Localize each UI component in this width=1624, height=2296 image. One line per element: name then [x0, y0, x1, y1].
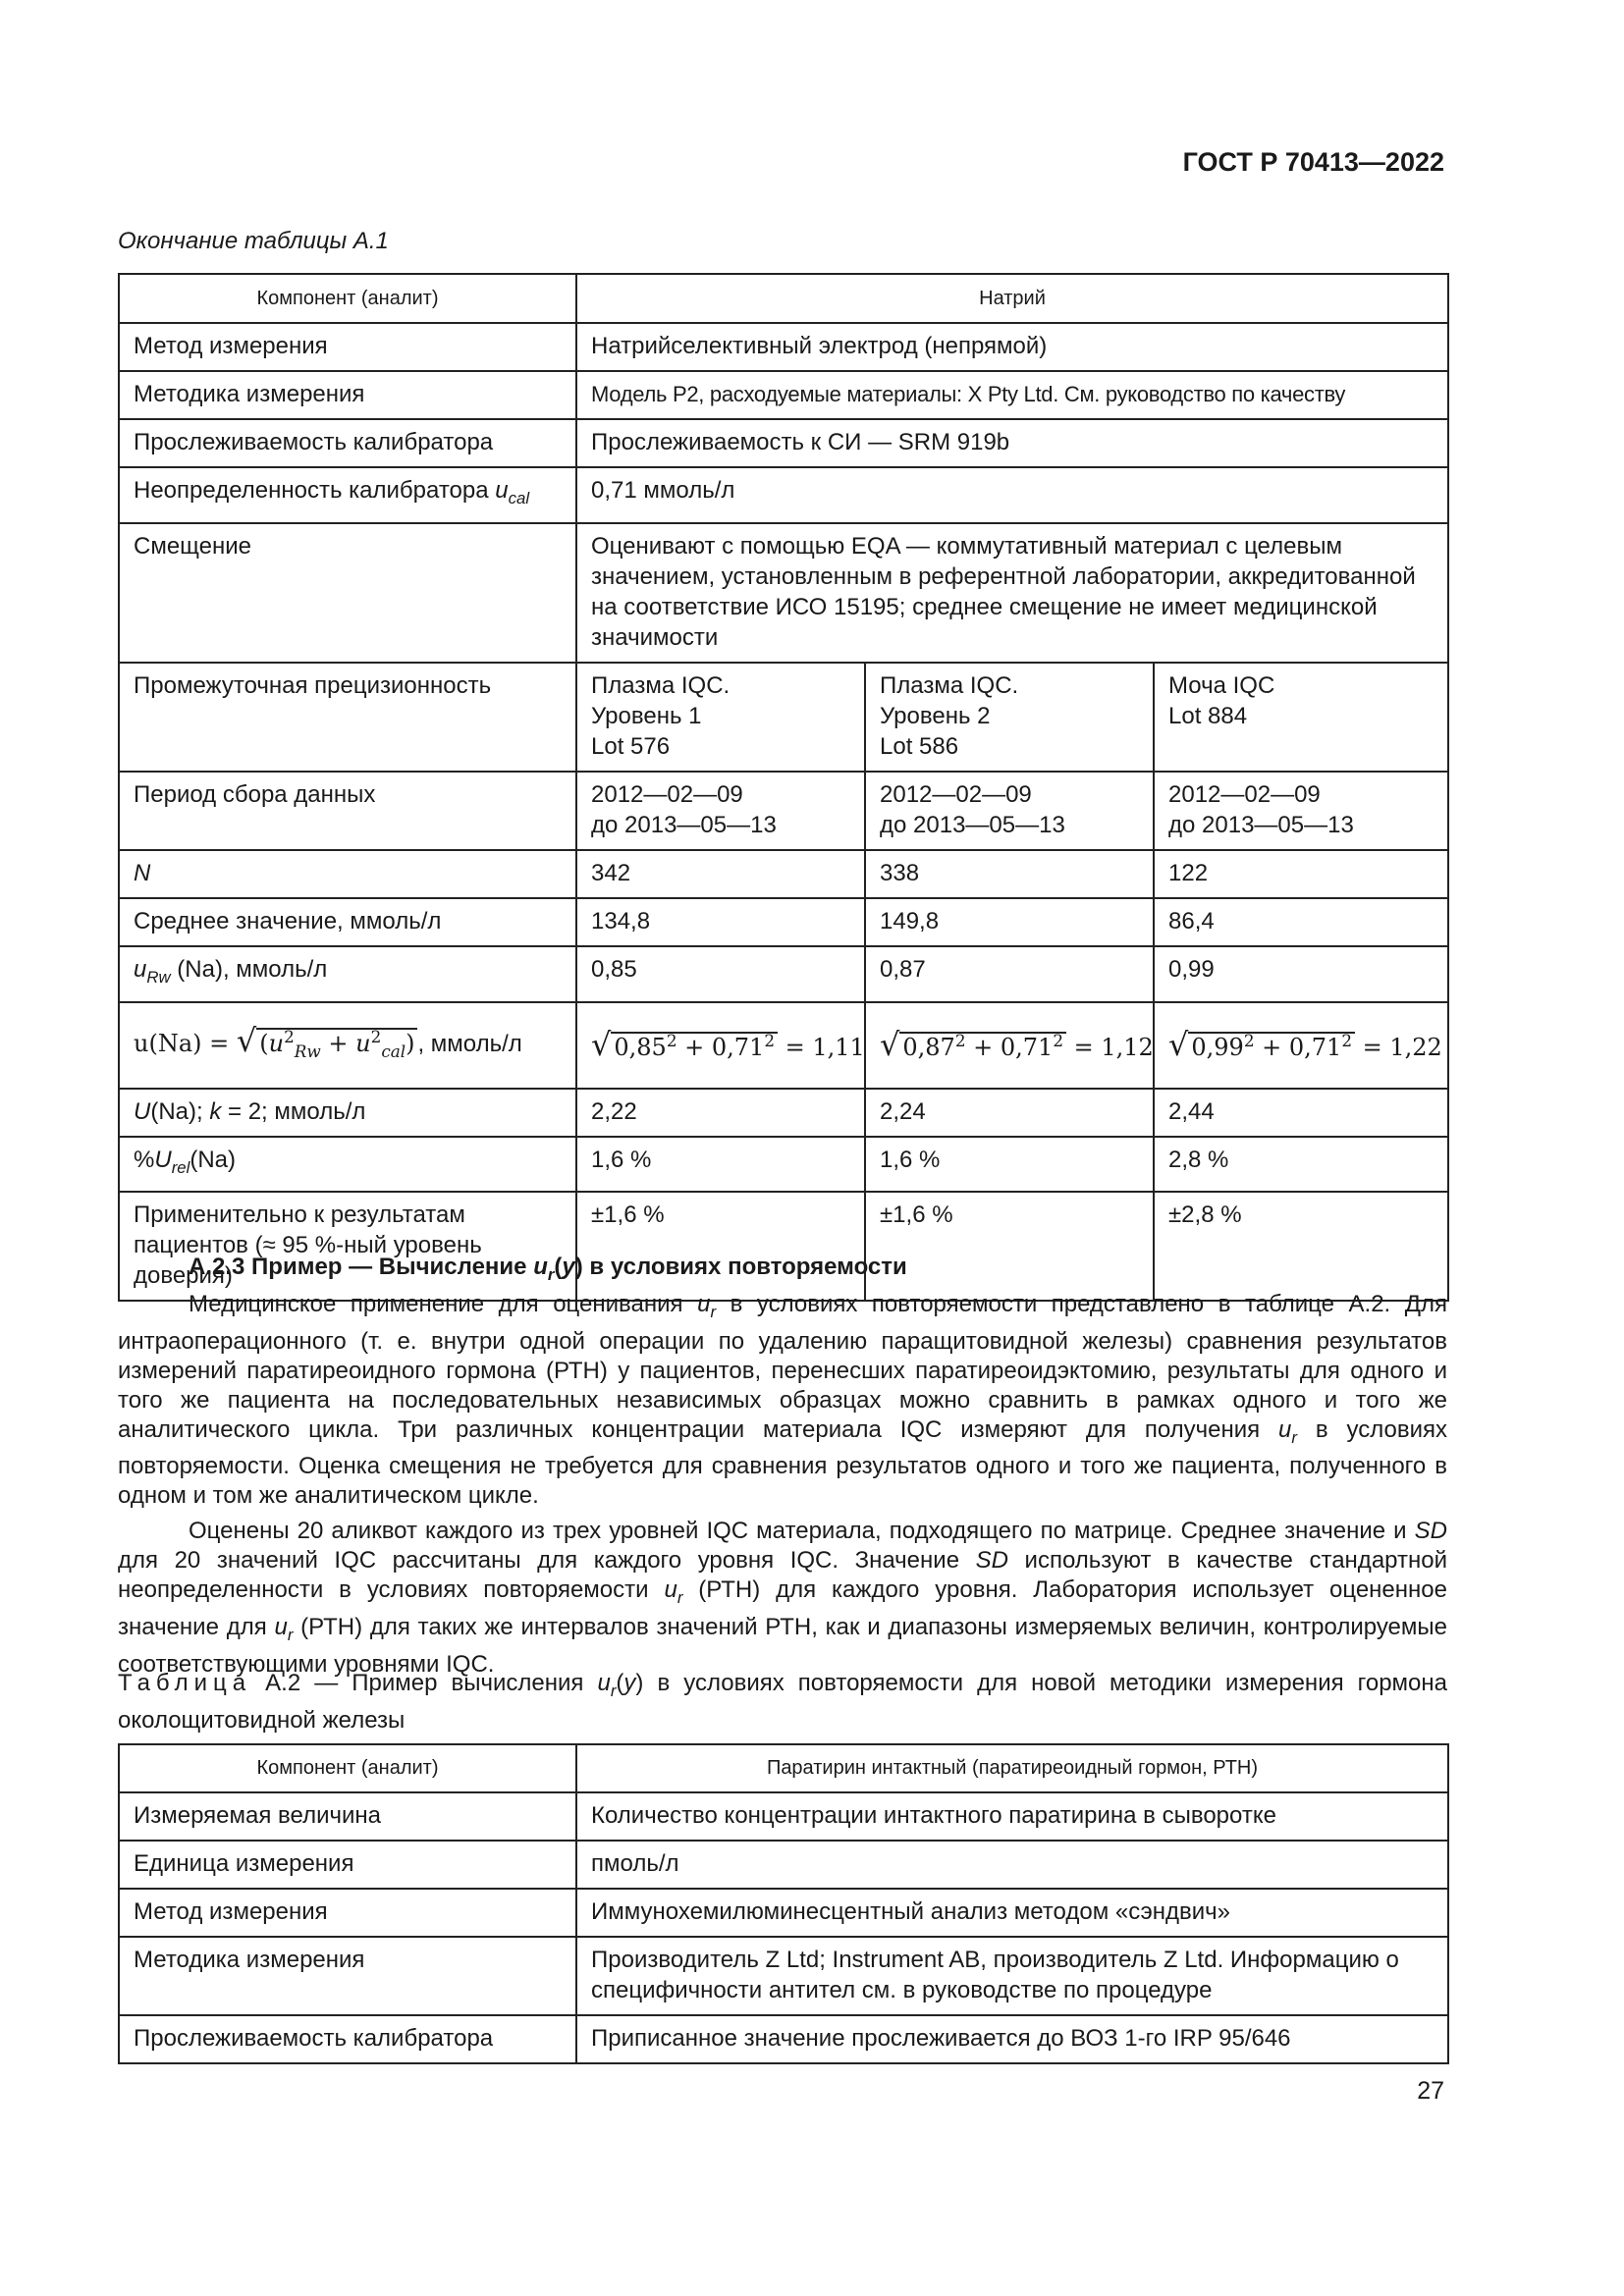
table-row — [119, 1089, 1448, 1137]
table-row — [119, 1792, 1448, 1841]
row-value: Моча IQC Lot 884 — [1154, 663, 1448, 772]
row-value: Плазма IQC. Уровень 1 Lot 576 — [576, 663, 865, 772]
header-analyte: Паратирин интактный (паратиреоидный гормон, РТН) — [576, 1744, 1448, 1792]
row-value: Производитель Z Ltd; Instrument AB, производитель Z Ltd. Информацию о специфичности антител см. в руководстве по процедуре — [576, 1937, 1448, 2015]
row-value: Прослеживаемость к СИ — SRM 919b — [576, 419, 1448, 467]
row-value: ±1,6 % — [865, 1192, 1154, 1301]
row-label: Прослеживаемость калибратора — [119, 2015, 576, 2063]
row-value: 2012—02—09 до 2013—05—13 — [1154, 772, 1448, 850]
page-number: 27 — [1417, 2077, 1444, 2105]
header-analyte: Натрий — [576, 274, 1448, 323]
row-label: Смещение — [119, 523, 576, 663]
row-label: $u_{Rw}$ (Na), ммоль/л — [119, 946, 576, 1002]
row-value: Плазма IQC. Уровень 2 Lot 586 — [865, 663, 1154, 772]
document-standard-header: ГОСТ Р 70413—2022 — [1182, 147, 1444, 177]
table-row — [119, 467, 1448, 523]
table-row — [119, 1841, 1448, 1889]
header-component: Компонент (аналит) — [119, 274, 576, 323]
row-value: 0,71 ммоль/л — [576, 467, 1448, 523]
row-value: Оценивают с помощью EQA — коммутативный материал с целевым значением, установленным в референтной лаборатории, аккредитованной на соответствие ИСО 15195; среднее смещение не имеет медицинской значимости — [576, 523, 1448, 663]
row-value: 134,8 — [576, 898, 865, 946]
row-label: Промежуточная прецизионность — [119, 663, 576, 772]
paragraph-2: Оценены 20 аликвот каждого из трех уровней IQC материала, подходящего по матрице. Среднее значение и SD для 20 значений IQC рассчитаны для каждого уровня IQC. Значение SD используют в качестве стандартной неопределенности в условиях повторяемости $u_r$ (РТН) для каждого уровня. Лаборатория использует оцененное значение для $u_r$ (РТН) для таких же интервалов значений РТН, как и диапазоны измеряемых величин, контролируемые соответствующими уровнями IQC. — [118, 1518, 1448, 1678]
table2-caption: Таблица А.2 — Пример вычисления $u_r(y)$ в условиях повторяемости для новой методики измерения гормона околощитовидной железы — [118, 1670, 1448, 1734]
section-a23 — [118, 1253, 1447, 1680]
row-value: ±2,8 % — [1154, 1192, 1448, 1301]
row-value: Приписанное значение прослеживается до ВОЗ 1-го IRP 95/646 — [576, 2015, 1448, 2063]
row-value: Иммунохемилюминесцентный анализ методом «сэндвич» — [576, 1889, 1448, 1937]
u-formula-value: √ $0,87^2 + 0,71^2 = 1,12$ — [865, 1002, 1154, 1089]
paragraph-1: Медицинское применение для оценивания $u_r$ в условиях повторяемости представлено в таблице А.2. Для интраоперационного (т. е. внутри одной операции по удалению паращитовидной железы) сравнения результатов измерений паратиреоидного гормона (РТН) у пациентов, перенесших паратиреоидэктомию, результаты для одного и того же пациента на последовательных независимых образцах можно сравнить в рамках одного и того же аналитического цикла. Три различных концентрации материала IQC измеряют для получения $u_r$ в условиях повторяемости. Оценка смещения не требуется для сравнения результатов одного и того же пациента, полученного в одном и том же аналитическом цикле. — [118, 1290, 1448, 1510]
row-label: Методика измерения — [119, 1937, 576, 2015]
row-value: 149,8 — [865, 898, 1154, 946]
row-value: 2012—02—09 до 2013—05—13 — [865, 772, 1154, 850]
row-label: Методика измерения — [119, 371, 576, 419]
row-label: N — [119, 850, 576, 898]
row-value: Модель P2, расходуемые материалы: X Pty Ltd. См. руководство по качеству — [576, 371, 1448, 419]
row-value: ±1,6 % — [576, 1192, 865, 1301]
u-formula-value: √ $0,99^2 + 0,71^2 = 1,22$ — [1154, 1002, 1448, 1089]
table-row — [119, 419, 1448, 467]
table1-caption: Окончание таблицы А.1 — [118, 228, 389, 254]
table-row — [119, 946, 1448, 1002]
table-row — [119, 772, 1448, 850]
row-value: 2,22 — [576, 1089, 865, 1137]
row-label: Измеряемая величина — [119, 1792, 576, 1841]
row-value: 2,24 — [865, 1089, 1154, 1137]
u-formula-label: u(Na) = √ $(u^2_{Rw} + u^2_{cal})$ , ммоль/л — [119, 1002, 576, 1089]
row-label: Метод измерения — [119, 1889, 576, 1937]
row-label: Единица измерения — [119, 1841, 576, 1889]
table-header-row — [119, 1744, 1448, 1792]
row-label: U(Na); k = 2; ммоль/л — [119, 1089, 576, 1137]
table-row — [119, 898, 1448, 946]
row-label: Прослеживаемость калибратора — [119, 419, 576, 467]
table-row — [119, 323, 1448, 371]
row-label: Применительно к результатам пациентов (≈ 95 %-ный уровень доверия) — [119, 1192, 576, 1301]
table-row — [119, 523, 1448, 663]
row-value: 0,87 — [865, 946, 1154, 1002]
row-label: Среднее значение, ммоль/л — [119, 898, 576, 946]
u-formula-value: √ $0,85^2 + 0,71^2 = 1,11$ — [576, 1002, 865, 1089]
row-value: 338 — [865, 850, 1154, 898]
row-value: 0,99 — [1154, 946, 1448, 1002]
row-label: Метод измерения — [119, 323, 576, 371]
row-label: Неопределенность калибратора $u_{cal}$ — [119, 467, 576, 523]
row-value: 86,4 — [1154, 898, 1448, 946]
row-label: $\%U_{rel}(Na)$ — [119, 1137, 576, 1193]
table-row — [119, 1002, 1448, 1089]
row-value: 2012—02—09 до 2013—05—13 — [576, 772, 865, 850]
row-value: пмоль/л — [576, 1841, 1448, 1889]
row-value: 0,85 — [576, 946, 865, 1002]
table-row — [119, 850, 1448, 898]
table-a1-continuation — [118, 273, 1449, 1302]
row-value: 342 — [576, 850, 865, 898]
header-component: Компонент (аналит) — [119, 1744, 576, 1792]
row-value: 1,6 % — [865, 1137, 1154, 1193]
combined-uncertainty-formula: u(Na) = √ $(u^2_{Rw} + u^2_{cal})$ — [134, 1030, 417, 1057]
row-label: Период сбора данных — [119, 772, 576, 850]
row-value: Натрийселективный электрод (непрямой) — [576, 323, 1448, 371]
table-row — [119, 371, 1448, 419]
row-value: 2,8 % — [1154, 1137, 1448, 1193]
row-value: 122 — [1154, 850, 1448, 898]
table-row — [119, 1937, 1448, 2015]
row-value: Количество концентрации интактного паратирина в сыворотке — [576, 1792, 1448, 1841]
row-value: 1,6 % — [576, 1137, 865, 1193]
row-value: 2,44 — [1154, 1089, 1448, 1137]
table-row — [119, 1137, 1448, 1193]
table-row — [119, 663, 1448, 772]
table-row — [119, 1889, 1448, 1937]
table-header-row — [119, 274, 1448, 323]
section-title: А.2.3 Пример — Вычисление $u_r(y)$ в условиях повторяемости — [189, 1254, 907, 1284]
table-row — [119, 2015, 1448, 2063]
table-a2 — [118, 1743, 1449, 2064]
